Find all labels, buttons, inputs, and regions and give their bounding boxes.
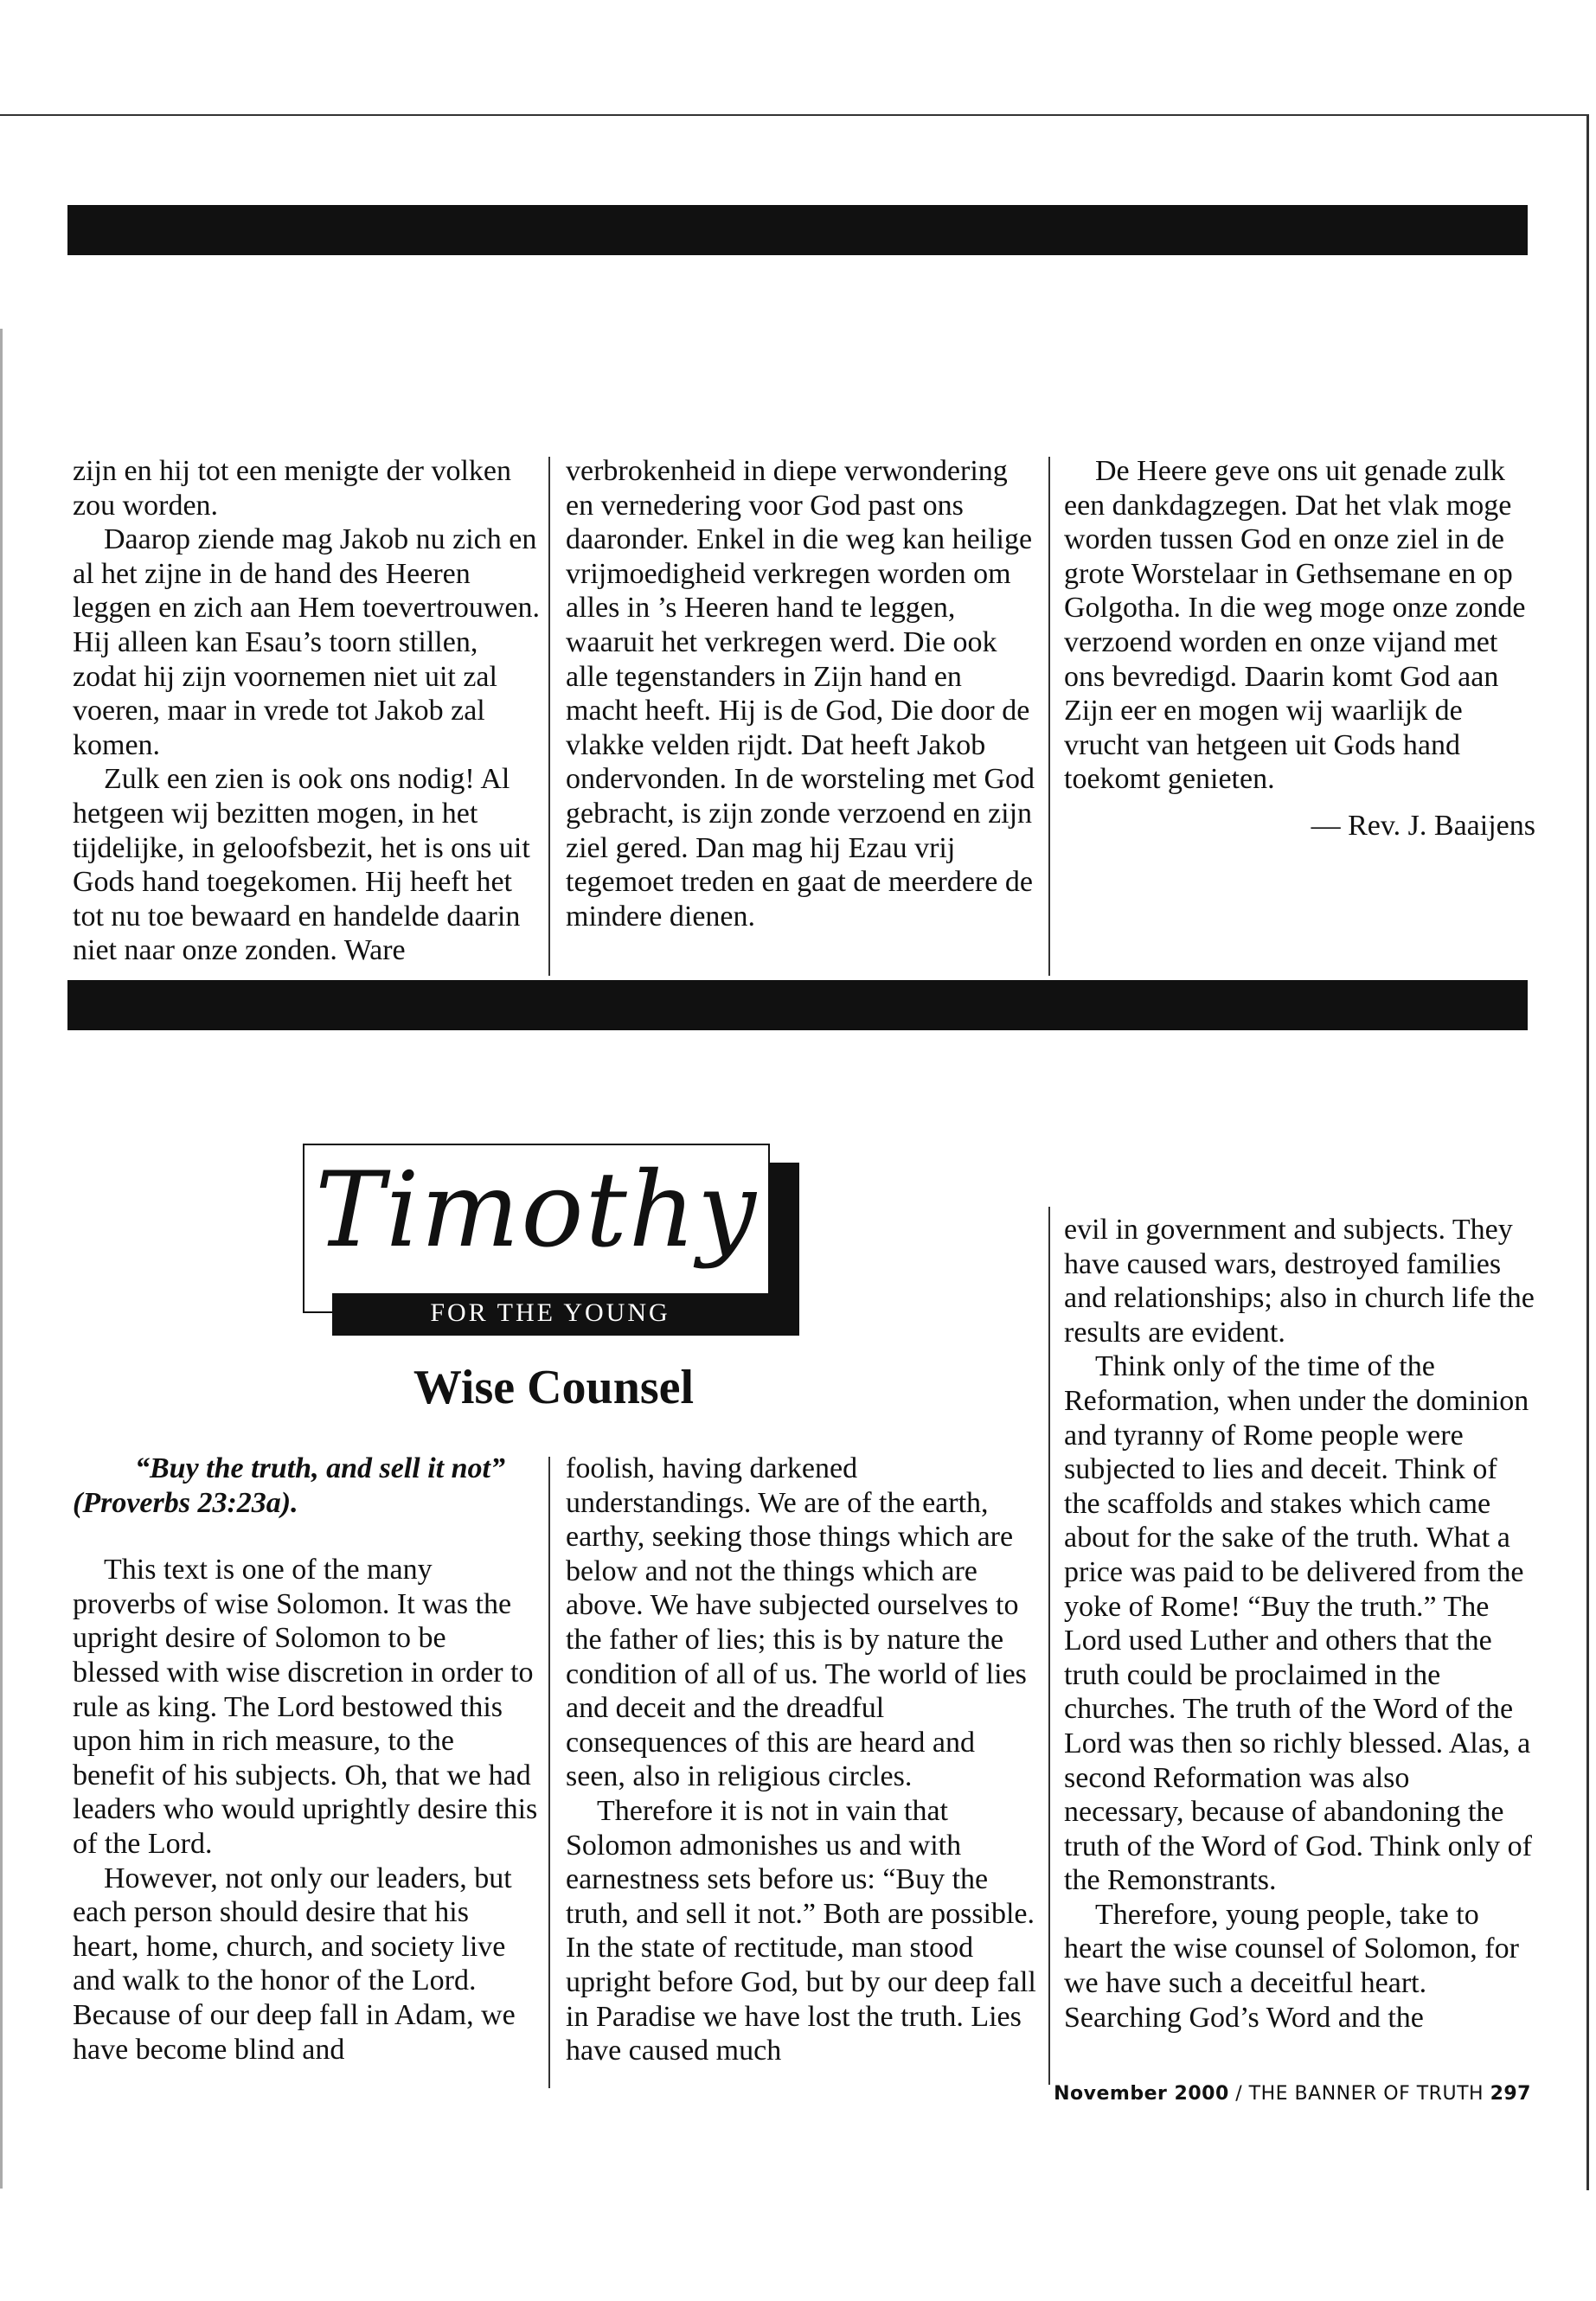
paragraph: foolish, having darkened understandings. We are of the earth, earthy, seeking those things which are below and not the things which are above. We have subjected ourselves to the father of lies; this is by nature the condition of all of us. The world of lies and deceit and the dreadful consequences of this are heard and seen, also in religious circles. [566,1452,1027,1793]
paragraph: zijn en hij tot een menigte der volken zou worden. [73,455,512,522]
series-title: Timothy [315,1150,758,1271]
paragraph: Therefore it is not in vain that Solomon admonishes us and with earnestness sets before us: “Buy the truth, and sell it not.” Both are possible. In the state of rectitude, man stood upright before God, but by our deep fall in Paradise we have lost the truth. Lies have caused much [566,1794,1036,2067]
article1-column-1 [73,454,540,968]
paragraph: Daarop ziende mag Jakob nu zich en al het zijne in de hand des Heeren leggen en zich aan Hem toevertrouwen. Hij alleen kan Esau’s toorn stillen, zodat hij zijn voornemen niet uit zal voeren, maar in vrede tot Jakob zal komen. [73,523,540,761]
paragraph: evil in government and subjects. They have caused wars, destroyed families and relationships; also in church life the results are evident. [1064,1214,1535,1349]
article1-column-3 [1064,454,1535,843]
author-signature: — Rev. J. Baaijens [1311,809,1535,842]
paragraph: Therefore, young people, take to heart the wise counsel of Solomon, for we have such a deceitful heart. Searching God’s Word and the [1064,1898,1519,2034]
divider-black-bar [67,980,1528,1030]
top-black-bar [67,205,1528,255]
column-divider [1048,457,1050,976]
right-rule [1586,114,1589,2190]
series-subtitle: FOR THE YOUNG [332,1293,768,1333]
article1-column-2 [566,454,1038,933]
top-rule [0,114,1588,116]
column-divider [548,1457,550,2088]
paragraph: Zulk een zien is ook ons nodig! Al hetgeen wij bezitten mogen, in het tijdelijke, in geloofsbezit, het is ons uit Gods hand toegekomen. Hij heeft het tot nu toe bewaard en handelde daarin niet naar onze zonden. Ware [73,763,530,967]
article-heading: Wise Counsel [413,1361,695,1414]
article2-column-3 [1064,1213,1535,2035]
article2-column-1 [73,1452,540,2067]
column-divider [548,457,550,976]
article2-column-2 [566,1452,1038,2068]
page-number: 297 [1490,2083,1531,2105]
issue-date: November 2000 [1054,2083,1229,2105]
column-divider [1048,1207,1050,2085]
paragraph: verbrokenheid in diepe verwondering en vernedering voor God past ons daaronder. Enkel in die weg kan heilige vrijmoedigheid verkregen worden om alles in ’s Heeren hand te leggen, waaruit het verkregen werd. Die ook alle tegenstanders in Zijn hand en macht heeft. Hij is de God, Die door de vlakke velden rijdt. Dat heeft Jakob ondervonden. In de worsteling met God gebracht, is zijn zonde verzoend en zijn ziel gered. Dan mag hij Ezau vrij tegemoet treden en gaat de meerdere de mindere dienen. [566,455,1035,933]
paragraph: This text is one of the many proverbs of wise Solomon. It was the upright desire of Solomon to be blessed with wise discretion in order to rule as king. The Lord bestowed this upon him in rich measure, to the benefit of his subjects. Oh, that we had leaders who would uprightly desire this of the Lord. [73,1554,538,1860]
footer-separator: / [1235,2083,1243,2105]
publication-name: THE BANNER OF TRUTH [1248,2083,1484,2105]
scripture-quote: “Buy the truth, and sell it not” [135,1452,505,1484]
paragraph: Think only of the time of the Reformation, when under the dominion and tyranny of Rome people were subjected to lies and deceit. Think of the scaffolds and stakes which came about for the sake of the truth. What a price was paid to be delivered from the yoke of Rome! “Buy the truth.” The Lord used Luther and others that the truth could be proclaimed in the churches. The truth of the Word of the Lord was then so richly blessed. Alas, a second Reformation was also necessary, because of abandoning the truth of the Word of God. Think only of the Remonstrants. [1064,1350,1532,1897]
scan-edge [0,329,3,2189]
paragraph: However, not only our leaders, but each person should desire that his heart, home, church, and society live and walk to the honor of the Lord. Because of our deep fall in Adam, we have become blind and [73,1862,516,2066]
scripture-reference: (Proverbs 23:23a). [73,1486,298,1519]
page-footer [1029,2083,1531,2105]
paragraph: De Heere geve ons uit genade zulk een dankdagzegen. Dat het vlak moge worden tussen God en onze ziel in de grote Worstelaar in Gethsemane en op Golgotha. In die weg moge onze zonde verzoend worden en onze vijand met ons bevredigd. Daarin komt God aan Zijn eer en mogen wij waarlijk de vrucht van hetgeen uit Gods hand toekomt genieten. [1064,455,1526,796]
